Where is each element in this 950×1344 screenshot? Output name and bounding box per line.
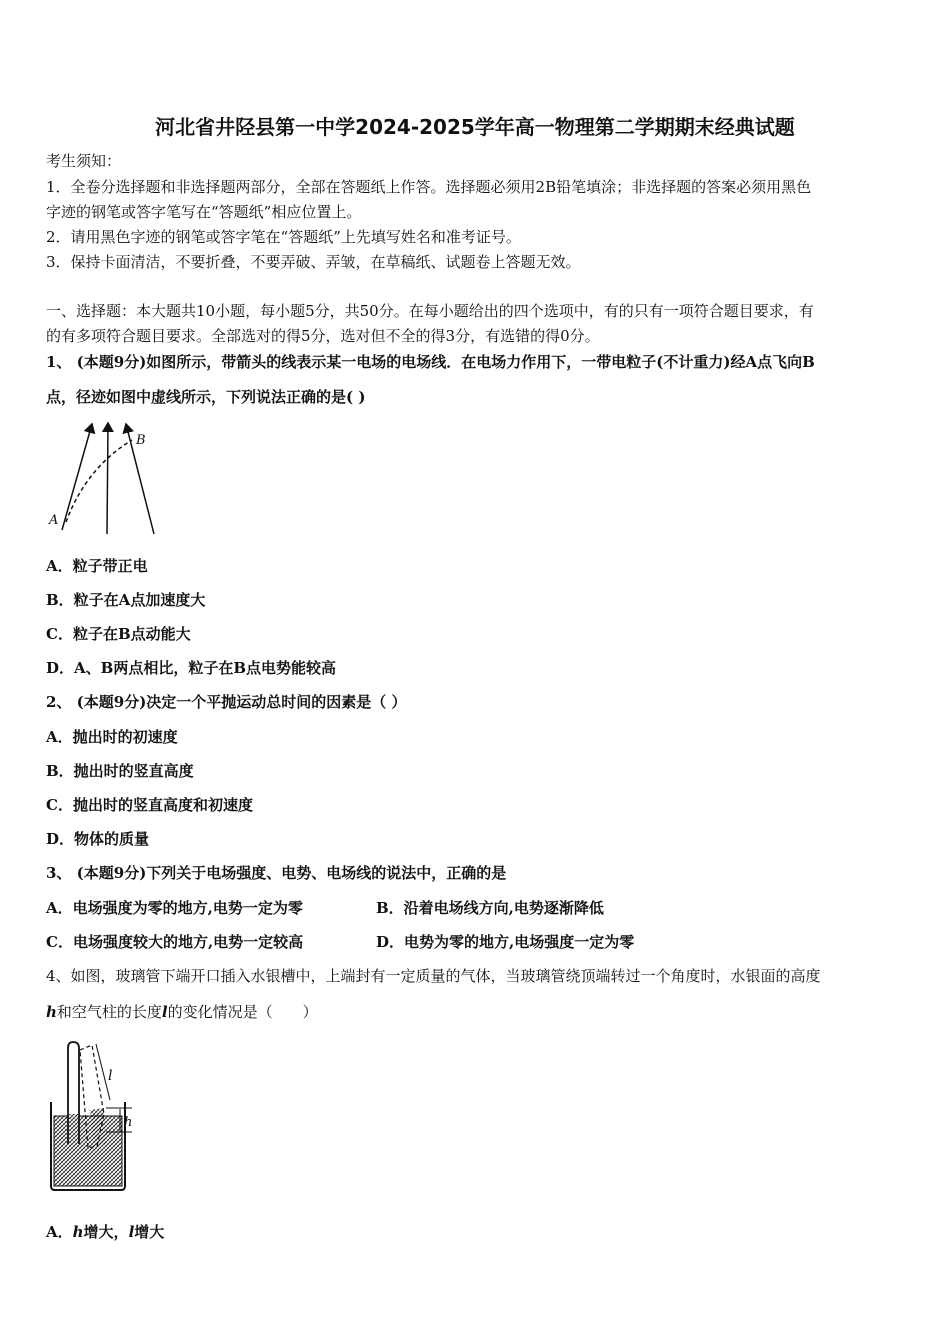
question-1-option-c: C．粒子在B点动能大 xyxy=(46,625,191,643)
question-2-option-c: C．抛出时的竖直高度和初速度 xyxy=(46,796,253,814)
mercury-tube-figure xyxy=(48,1036,148,1194)
question-3-stem: 3、 (本题9分)下列关于电场强度、电势、电场线的说法中，正确的是 xyxy=(46,864,507,882)
section-intro-line-1: 一、选择题：本大题共10小题，每小题5分，共50分。在每小题给出的四个选项中，有的只有一项符合题目要求，有 xyxy=(46,302,814,320)
question-4-option-a xyxy=(46,1222,164,1242)
question-3-option-a: A．电场强度为零的地方,电势一定为零 xyxy=(46,899,303,917)
variable-l: l xyxy=(161,1003,168,1021)
question-2-stem: 2、 (本题9分)决定一个平抛运动总时间的因素是（ ） xyxy=(46,693,407,711)
question-4-stem-line-2 xyxy=(46,1002,318,1022)
label-h: h xyxy=(124,1115,133,1130)
question-2-option-a: A．抛出时的初速度 xyxy=(46,728,178,746)
label-l: l xyxy=(108,1068,113,1084)
point-a-label: A xyxy=(49,513,59,528)
electric-field-figure xyxy=(44,418,174,538)
page-title: 河北省井陉县第一中学2024-2025学年高一物理第二学期期末经典试题 xyxy=(155,115,795,139)
question-1-option-a: A．粒子带正电 xyxy=(46,557,148,575)
notice-item-2: 2．请用黑色字迹的钢笔或答字笔在“答题纸”上先填写姓名和准考证号。 xyxy=(46,228,521,246)
notice-item-1-line-2: 字迹的钢笔或答字笔写在“答题纸”相应位置上。 xyxy=(46,203,362,221)
question-1-option-b: B．粒子在A点加速度大 xyxy=(46,591,206,609)
option-a-end: 增大 xyxy=(134,1223,165,1241)
question-2-option-d: D．物体的质量 xyxy=(46,830,150,848)
variable-h: h xyxy=(46,1003,57,1021)
option-a-prefix: A． xyxy=(46,1223,73,1241)
question-3-option-d: D．电势为零的地方,电场强度一定为零 xyxy=(376,933,635,951)
point-b-label: B xyxy=(136,433,146,448)
notice-item-1-line-1: 1．全卷分选择题和非选择题两部分，全部在答题纸上作答。选择题必须用2B铅笔填涂；非选择题的答案必须用黑色 xyxy=(46,178,812,196)
section-intro-line-2: 的有多项符合题目要求。全部选对的得5分，选对但不全的得3分，有选错的得0分。 xyxy=(46,327,600,345)
mercury-in-trough xyxy=(54,1116,122,1186)
question-3-option-c: C．电场强度较大的地方,电势一定较高 xyxy=(46,933,304,951)
question-1-stem-line-2: 点，径迹如图中虚线所示，下列说法正确的是( ) xyxy=(46,388,366,406)
option-a-mid: 增大， xyxy=(83,1223,129,1241)
field-line-middle xyxy=(107,423,108,534)
question-3-option-b: B．沿着电场线方向,电势逐渐降低 xyxy=(376,899,604,917)
stem-text-end: 的变化情况是（ ） xyxy=(167,1003,318,1021)
question-2-option-b: B．抛出时的竖直高度 xyxy=(46,762,194,780)
notice-heading: 考生须知： xyxy=(46,152,122,170)
option-a-var-h: h xyxy=(72,1223,84,1241)
notice-item-3: 3．保持卡面清洁，不要折叠，不要弄破、弄皱，在草稿纸、试题卷上答题无效。 xyxy=(46,253,581,271)
question-1-option-d: D．A、B两点相比，粒子在B点电势能较高 xyxy=(46,659,337,677)
question-1-stem-line-1: 1、 (本题9分)如图所示，带箭头的线表示某一电场的电场线．在电场力作用下，一带电粒子(不计重力)经A点飞向B xyxy=(46,353,815,371)
stem-text-middle: 和空气柱的长度 xyxy=(56,1003,162,1021)
vertical-tube-mercury xyxy=(69,1114,78,1144)
field-line-left xyxy=(62,424,92,530)
question-4-stem-line-1: 4、如图，玻璃管下端开口插入水银槽中，上端封有一定质量的气体，当玻璃管绕顶端转过一个角度时，水银面的高度 xyxy=(46,967,821,985)
option-a-var-l: l xyxy=(128,1223,135,1241)
